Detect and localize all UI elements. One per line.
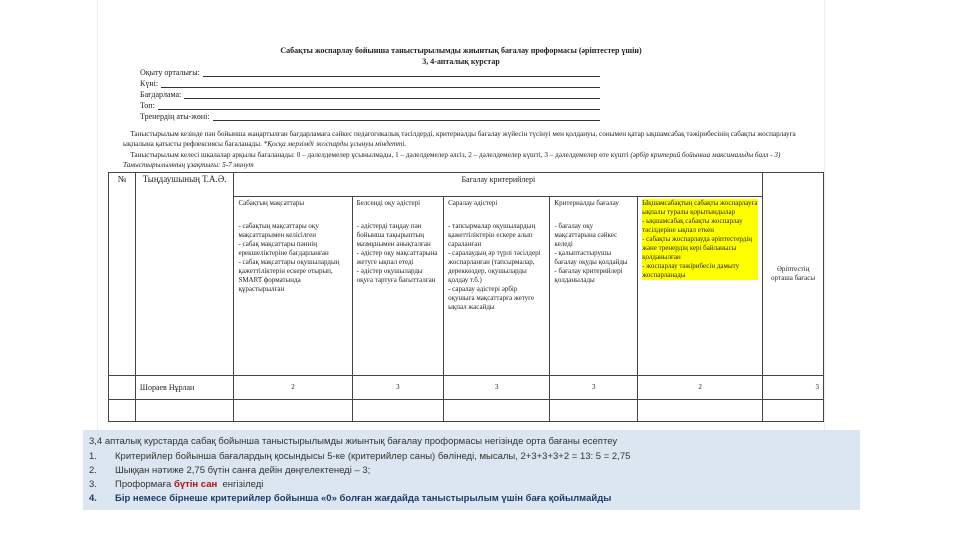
criterion-body: - әдістерді таңдау пән бойынша тақырыптың мазмұнымен анықталған - әдістер оқу мақсаттарына жетуге ықпал етеді - әдістер оқушыларды оқуға тартуға бағытталған [356,222,438,284]
doc-title: Сабақты жоспарлау бойынша таныстырылымды жиынтық бағалау проформасы (әріптестер үшін) [280,46,642,55]
field-line [213,112,600,121]
criterion-body: - ықшамсабақ сабақты жоспарлау тәсілдеріне ықпал еткен - сабақты жоспарлауда әріптестердің және тренердің кері байланысы қолданылған - жоспарлау тәжірибесін дамыту жоспарланады [642,217,758,280]
scale-paragraph [123,151,813,170]
header-average: Әріптестің орташа бағасы [763,173,824,376]
field-line [161,79,600,88]
scale-text: Таныстырылым келесі шкалалар арқылы бағаланады: 0 – дәлелдемелер ұсынылмады, 1 – дәлелдемелер әлсіз, 2 – дәлелдемелер күшті, 3 – дәлелдемелер өте күшті [130,151,629,159]
criterion-goals [234,197,352,376]
criterion-title: Саралау әдістері [448,199,498,207]
note-heading: 3,4 апталық курстарда сабақ бойынша таныстырылымды жиынтық бағалау проформасы негізінде орта бағаны есептеу [89,436,618,447]
doc-subtitle: 3, 4-апталық курстар [422,57,500,66]
field-center [140,68,600,77]
field-trainer [140,112,600,121]
empty-cell [352,400,443,422]
empty-cell [234,400,352,422]
field-line [203,68,600,77]
empty-cell [109,400,136,422]
intro-note: *Қосқа мерзімді жоспарды ұсынуы міндетті. [263,139,407,148]
item-number: 4. [89,493,97,504]
criterion-assessment [550,197,638,376]
field-label: Күні: [140,79,159,88]
field-date [140,79,600,88]
criterion-title: Сабақтың мақсаттары [238,199,305,207]
score-cell: 3 [550,376,638,400]
score-cell: 2 [638,376,763,400]
intro-text: Таныстырылым кезінде пән бойынша жаңартылған бағдарламаға сәйкес педагогикалық тәсілдерді, критериалды бағалау жүйесін түсінуі мен қолдануы, сонымен қатар ықшамсабақ тәжірибесінің сабақты жоспарлауға ықпалына қатысты рефлексиясы бағаланады. [123,130,796,148]
scale-note: (әрбір критерий бойынша максимальды балл - 3) Таныстырылымның ұзақтығы: 5-7 минут [123,151,781,169]
empty-cell [763,400,824,422]
field-line [158,101,600,110]
row-no [109,376,136,400]
criterion-body: - бағалау оқу мақсаттарына сәйкес келеді - қалыптастырушы бағалау оқуды қолдайды - бағалау критерийлері қолданылады [554,222,628,284]
field-label: Тренердің аты-жөні: [140,112,210,121]
field-group [140,101,600,110]
criterion-body: - тапсырмалар оқушылардың қажеттіліктерін ескере алып сараланған - саралаудың әр түрлі тәсілдері жоспарланған (тапсырмалар, дереккөздер, оқушыларды қолдау т.б.) - саралау әдістері әрбір оқушыға мақсаттарға жетуге ықпал жасайды [448,222,541,311]
field-line [184,90,600,99]
empty-cell [135,400,234,422]
criterion-differentiation [444,197,550,376]
average-cell: 3 [763,376,824,400]
item-text: Бір немесе бірнеше критерийлер бойынша «0» болған жағдайда таныстырылым үшін баға қойылмайды [115,493,612,504]
note-item-4 [89,493,611,504]
assessment-table [108,172,824,422]
criterion-microlesson [638,197,763,376]
item-number: 3. [89,479,97,490]
criterion-title: Белсенді оқу әдістері [356,199,421,207]
criterion-title: Ықшамсабақтың сабақты жоспарлауға ықпалы туралы қорытындылар [642,199,758,216]
item-number: 1. [89,451,97,462]
table-row-empty [109,400,824,422]
header-no: № [109,173,136,376]
item-text: Шыққан нәтиже 2,75 бүтін санға дейін дөңгелектенеді – 3; [115,465,371,476]
header-name: Тыңдаушының Т.А.Ә. [135,173,234,376]
criterion-active-methods [352,197,443,376]
criterion-body: - сабақтың мақсаттары оқу мақсаттарымен келісілген - сабақ мақсаттары пәннің ерекшеліктеріне бағдарланған - сабақ мақсаттары оқушылардың қажеттіліктерін ескере отырып, SMART форматында құрастырылған [238,222,340,293]
item-text: Критерийлер бойынша бағалардың қосындысы 5-ке (критерийлер саны) бөлінеді, мысалы, 2+3+3+3+2 = 13: 5 = 2,75 [115,451,631,462]
note-item-3 [89,479,263,490]
empty-cell [444,400,550,422]
note-item-2 [89,465,370,476]
row-name: Шораев Нұрлан [135,376,234,400]
score-cell: 2 [234,376,352,400]
item-highlight: бүтін сан [173,479,218,490]
criterion-title: Критериалды бағалау [554,199,619,207]
score-cell: 3 [444,376,550,400]
score-cell: 3 [352,376,443,400]
field-program [140,90,600,99]
field-label: Бағдарлама: [140,90,182,99]
item-number: 2. [89,465,97,476]
empty-cell [638,400,763,422]
item-text: Проформаға [115,479,174,490]
empty-cell [550,400,638,422]
item-text: енгізіледі [217,479,264,490]
header-criteria: Бағалау критерийлері [234,173,763,197]
table-row [109,376,824,400]
intro-paragraph [123,130,813,149]
note-item-1 [89,451,630,462]
field-label: Топ: [140,101,155,110]
calculation-note [83,430,860,510]
field-label: Оқыту орталығы: [140,68,200,77]
document-page [97,0,825,430]
